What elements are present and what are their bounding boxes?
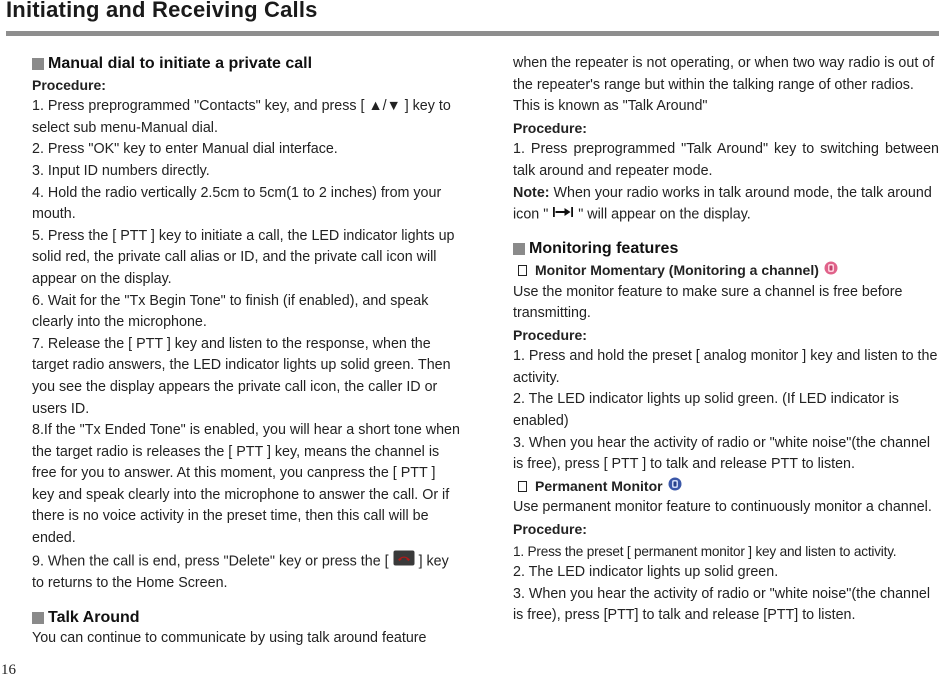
blue-monitor-icon — [668, 476, 682, 498]
gray-square-icon — [32, 58, 44, 70]
title-rule — [6, 31, 939, 36]
talk-around-continued: when the repeater is not operating, or when two way radio is out of the repeater's range but within the talking range of other radios. This is known as "Talk Around" — [513, 55, 935, 115]
permanent-monitor-heading — [513, 476, 939, 498]
monitoring-heading-text: Monitoring features — [529, 240, 679, 258]
momentary-step-3: 3. When you hear the activity of radio or "white noise"(the channel is free), press [ PTT ] to talk and release PTT to listen. — [513, 434, 931, 473]
manual-step-4: 4. Hold the radio vertically 2.5cm to 5cm(1 to 2 inches) from your mouth. — [32, 184, 442, 223]
gray-square-icon — [513, 243, 525, 255]
momentary-step-1: 1. Press and hold the preset [ analog monitor ] key and listen to the activity. — [513, 348, 938, 386]
manual-step-9-text-b: ] key to returns to the Home Screen. — [32, 553, 449, 592]
permanent-monitor-intro: Use permanent monitor feature to continuously monitor a channel. — [513, 499, 932, 516]
gray-square-icon — [32, 612, 44, 624]
note-label: Note: — [513, 184, 550, 201]
manual-step-6: 6. Wait for the "Tx Begin Tone" to finish (if enabled), and speak clearly into the microphone. — [32, 292, 429, 331]
manual-step-1: 1. Press preprogrammed "Contacts" key, and press [ ▲/▼ ] key to select sub menu-Manual dial. — [32, 98, 451, 136]
permanent-step-2: 2. The LED indicator lights up solid green. — [513, 564, 779, 581]
manual-step-7: 7. Release the [ PTT ] key and listen to the response, when the target radio answers, the LED indicator lights up solid green. Then you see the display appears the private call icon, the caller ID or users ID. — [32, 335, 451, 417]
talk-around-arrow-icon — [552, 204, 574, 226]
rectangle-outline-icon — [518, 265, 527, 276]
procedure-label: Procedure: — [32, 76, 106, 93]
manual-step-8: 8.If the "Tx Ended Tone" is enabled, you will hear a short tone when the target radio is releases the [ PTT ] key, means the channel is free for you to answer. At this moment, you canpress the [ PTT ] key and speak clearly into the microphone to answer the call. Or if there is no voice activity in the preset time, then this call will be ended. — [32, 422, 460, 547]
procedure-label: Procedure: — [513, 119, 587, 136]
momentary-step-2: 2. The LED indicator lights up solid green. (If LED indicator is enabled) — [513, 391, 899, 430]
monitor-momentary-heading — [513, 260, 939, 282]
talk-around-note — [513, 183, 939, 227]
talk-around-step-1: 1. Press preprogrammed "Talk Around" key to switching between talk around and repeater mode. — [513, 141, 939, 179]
manual-dial-heading-text: Manual dial to initiate a private call — [48, 55, 313, 72]
manual-step-2: 2. Press "OK" key to enter Manual dial interface. — [32, 141, 338, 158]
manual-step-9-text-a: 9. When the call is end, press "Delete" key or press the [ — [32, 553, 389, 570]
procedure-label: Procedure: — [513, 521, 587, 538]
monitoring-heading — [513, 238, 939, 260]
left-column — [32, 53, 460, 650]
monitor-momentary-intro: Use the monitor feature to make sure a channel is free before transmitting. — [513, 283, 903, 322]
red-phone-icon — [393, 550, 415, 574]
manual-step-9 — [32, 550, 460, 595]
page-title: Initiating and Receiving Calls — [6, 0, 318, 22]
monitor-momentary-heading-text: Monitor Momentary (Monitoring a channel) — [535, 261, 819, 278]
procedure-label: Procedure: — [513, 326, 587, 343]
note-text-a: When your radio works in talk around mode, the talk around icon " — [513, 184, 932, 223]
page-number: 16 — [1, 662, 16, 678]
pink-monitor-icon — [824, 260, 838, 282]
talk-around-heading-text: Talk Around — [48, 608, 140, 626]
permanent-step-1: 1. Press the preset [ permanent monitor ] key and listen to activity. — [513, 543, 897, 559]
talk-around-intro: You can continue to communicate by using talk around feature — [32, 630, 427, 647]
rectangle-outline-icon — [518, 481, 527, 492]
note-text-b: " will appear on the display. — [578, 206, 751, 223]
manual-dial-heading — [32, 53, 460, 75]
manual-step-3: 3. Input ID numbers directly. — [32, 162, 210, 179]
permanent-step-3: 3. When you hear the activity of radio or "white noise"(the channel is free), press [PTT] to talk and release [PTT] to listen. — [513, 585, 931, 624]
talk-around-heading — [32, 607, 460, 629]
permanent-monitor-heading-text: Permanent Monitor — [535, 477, 663, 494]
right-column — [513, 53, 939, 627]
manual-step-5: 5. Press the [ PTT ] key to initiate a call, the LED indicator lights up solid red, the private call alias or ID, and the private call icon will appear on the display. — [32, 227, 455, 287]
